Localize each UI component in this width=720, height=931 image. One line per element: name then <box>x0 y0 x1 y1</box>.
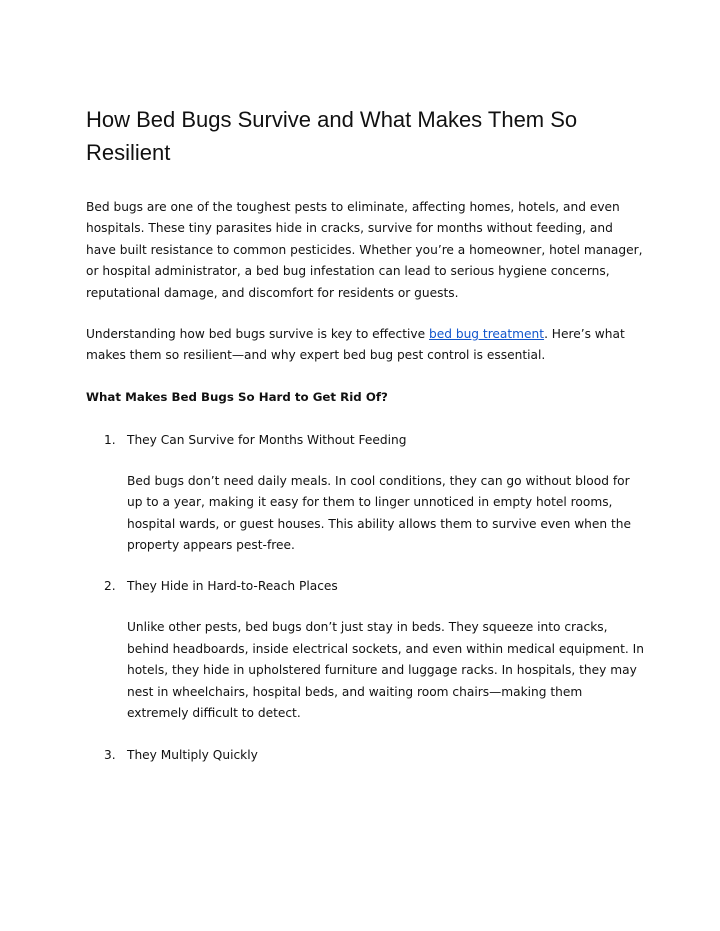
list-item-number: 2. <box>104 579 116 594</box>
list-item <box>86 576 646 724</box>
document-title: How Bed Bugs Survive and What Makes Them So Resilient <box>86 107 578 165</box>
list-item <box>86 745 646 766</box>
document-page <box>86 103 646 766</box>
paragraph-text-before-link: Understanding how bed bugs survive is key to effective <box>86 327 429 342</box>
list-item-number: 1. <box>104 432 116 447</box>
list-item-number: 3. <box>104 747 116 762</box>
list-item-heading: They Can Survive for Months Without Feeding <box>127 432 407 447</box>
list-item-body: Bed bugs don’t need daily meals. In cool conditions, they can go without blood for up to a year, making it easy for them to linger unnoticed in empty hotel rooms, hospital wards, or guest houses. This ability allows them to survive even when the property appears pest-free. <box>127 473 631 553</box>
second-paragraph <box>86 324 646 367</box>
list-item <box>86 430 646 557</box>
list-item-body: Unlike other pests, bed bugs don’t just stay in beds. They squeeze into cracks, behind headboards, inside electrical sockets, and even within medical equipment. In hotels, they hide in upholstered furniture and luggage racks. In hospitals, they may nest in wheelchairs, hospital beds, and waiting room chairs—making them extremely difficult to detect. <box>127 620 644 721</box>
list-item-heading: They Hide in Hard-to-Reach Places <box>127 579 338 594</box>
paragraph-text-after-link: . Here’s what makes them so resilient—and why expert bed bug pest control is essential. <box>86 327 625 363</box>
numbered-list <box>86 430 646 766</box>
list-item-heading: They Multiply Quickly <box>127 747 258 762</box>
list-item-heading-row <box>86 430 646 451</box>
section-heading: What Makes Bed Bugs So Hard to Get Rid Of? <box>86 389 388 404</box>
bed-bug-treatment-link[interactable]: bed bug treatment <box>429 327 545 342</box>
list-item-heading-row <box>86 745 646 766</box>
intro-paragraph: Bed bugs are one of the toughest pests to eliminate, affecting homes, hotels, and even hospitals. These tiny parasites hide in cracks, survive for months without feeding, and have built resistance to common pesticides. Whether you’re a homeowner, hotel manager, or hospital administrator, a bed bug infestation can lead to serious hygiene concerns, reputational damage, and discomfort for residents or guests. <box>86 200 643 300</box>
list-item-heading-row <box>86 576 646 597</box>
